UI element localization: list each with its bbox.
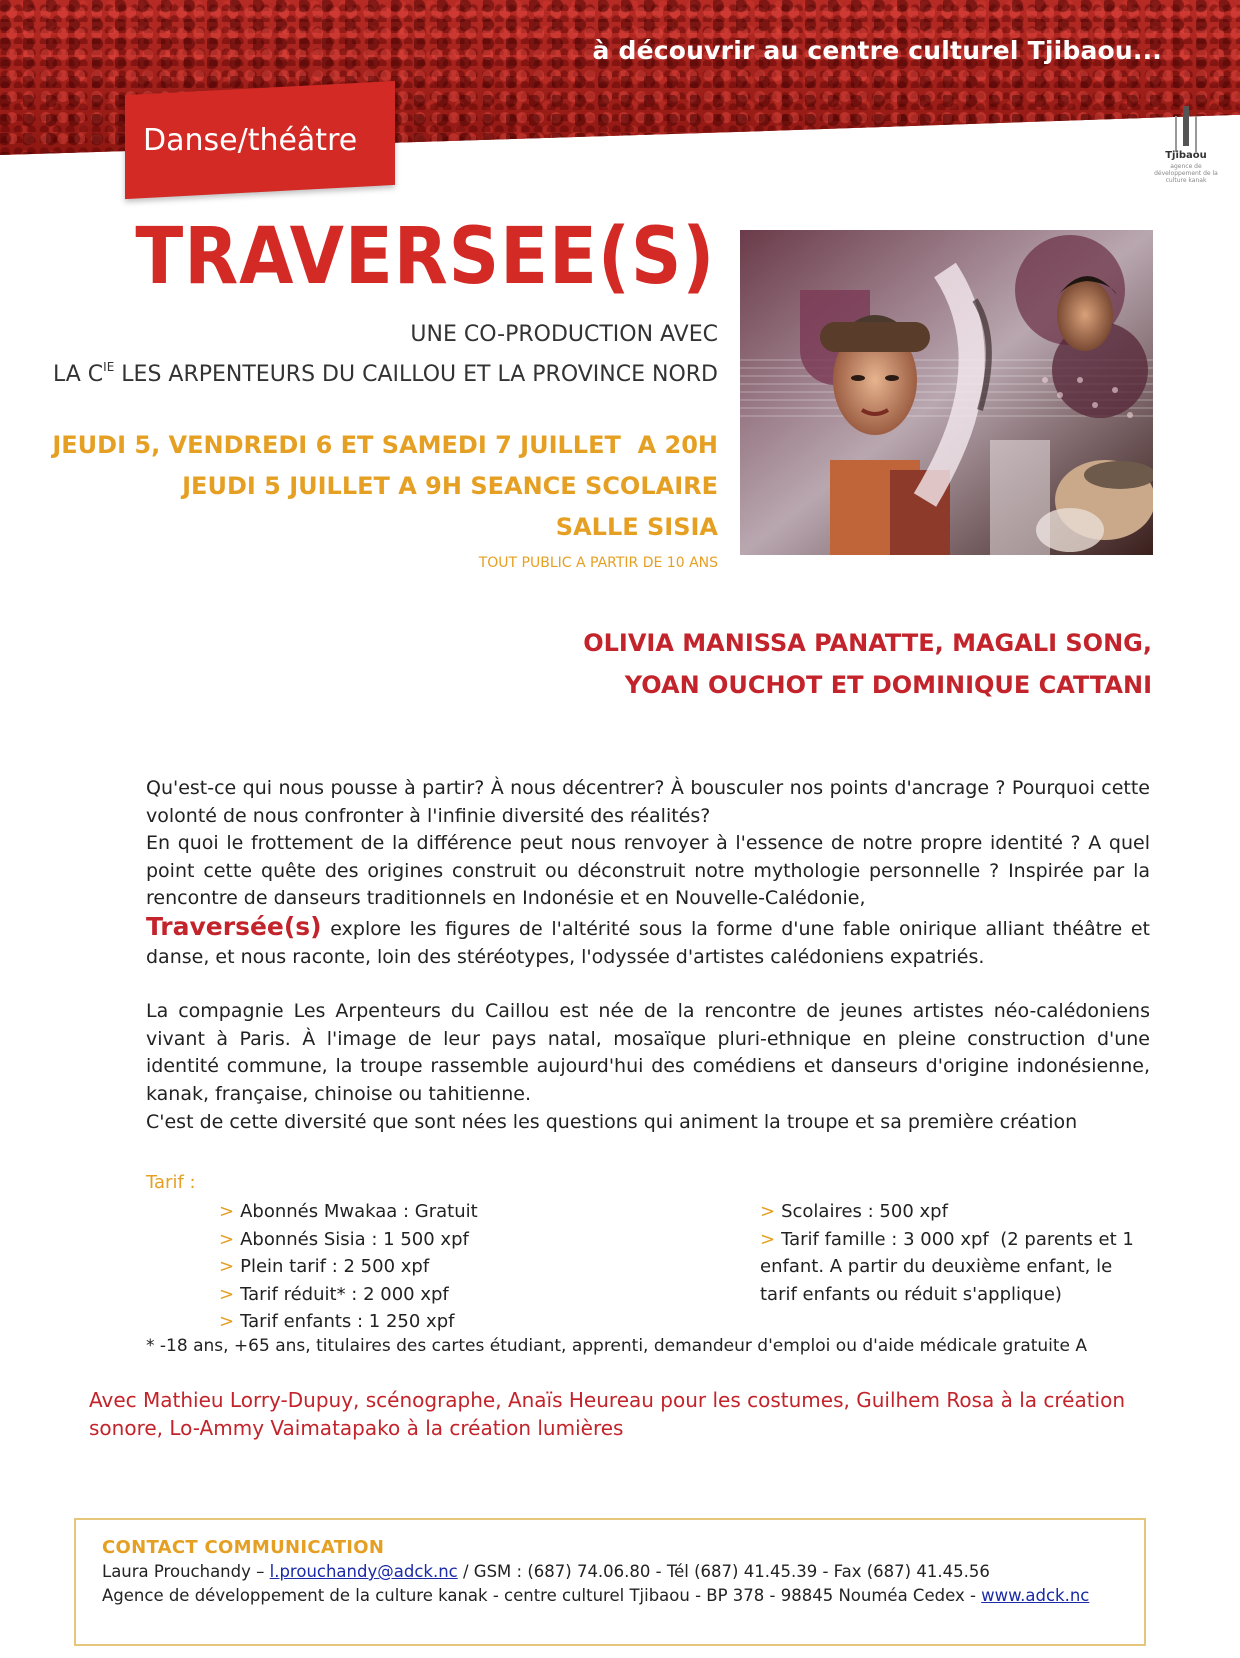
website-link[interactable]: www.adck.nc <box>981 1586 1090 1605</box>
tarif-footnote: * -18 ans, +65 ans, titulaires des cartes étudiant, apprenti, demandeur d'emploi ou d'aide médicale gratuite A <box>146 1336 1088 1356</box>
contact-box <box>74 1518 1146 1646</box>
tarif-label: Tarif : <box>146 1172 196 1193</box>
cast-line: YOAN OUCHOT ET DOMINIQUE CATTANI <box>624 671 1152 699</box>
logo-mark-icon <box>1183 106 1189 146</box>
event-title: TRAVERSEE(S) <box>135 212 715 302</box>
arrow-icon: > <box>219 1228 235 1250</box>
tjibaou-logo <box>1146 104 1226 196</box>
coprod-post: LES ARPENTEURS DU CAILLOU ET LA PROVINCE NORD <box>114 362 718 387</box>
tarif-text: Abonnés Sisia : 1 500 xpf <box>240 1228 469 1250</box>
inline-title: Traversée(s) <box>146 911 322 941</box>
tarif-list-right <box>760 1198 1140 1308</box>
date-line: JEUDI 5 JUILLET A 9H SEANCE SCOLAIRE <box>182 472 718 500</box>
contact-line-1 <box>102 1560 1118 1584</box>
event-dates <box>52 425 718 548</box>
arrow-icon: > <box>219 1201 235 1222</box>
contact-email-link[interactable]: l.prouchandy@adck.nc <box>269 1562 458 1581</box>
photo-collage <box>740 230 1153 555</box>
description-para-1 <box>146 830 1150 971</box>
tarif-item <box>219 1308 478 1336</box>
logo-subtitle: agence de développement de la culture kanak <box>1154 163 1218 184</box>
venue: SALLE SISIA <box>555 513 718 541</box>
coprod-pre: LA C <box>53 362 104 387</box>
tarif-item <box>219 1198 478 1226</box>
tarif-item <box>219 1281 478 1309</box>
logo-name: Tjibaou <box>1165 150 1207 161</box>
contact-address: Agence de développement de la culture kanak - centre culturel Tjibaou - BP 378 - 98845 Nouméa Cedex - <box>102 1586 982 1605</box>
description-para-1a: Qu'est-ce qui nous pousse à partir? À nous décentrer? À bousculer nos points d'ancrage ? Pourquoi cette volonté de nous confronter à l'infinie diversité des réalités? <box>146 777 1150 827</box>
description-para-1c: explore les figures de l'altérité sous la forme d'une fable onirique alliant théâtre et danse, et nous raconte, loin des stéréotypes, l'odyssée d'artistes calédoniens expatriés. <box>146 917 1150 968</box>
contact-heading: CONTACT COMMUNICATION <box>102 1537 385 1558</box>
tarif-item <box>760 1226 1140 1309</box>
arrow-icon: > <box>760 1228 776 1250</box>
contact-name: Laura Prouchandy – <box>102 1562 270 1581</box>
category-label <box>125 81 395 199</box>
event-photo <box>740 230 1153 555</box>
credits: Avec Mathieu Lorry-Dupuy, scénographe, Anaïs Heureau pour les costumes, Guilhem Rosa à la création sonore, Lo-Ammy Vaimatapako à la création lumières <box>89 1388 1126 1440</box>
audience-note: TOUT PUBLIC A PARTIR DE 10 ANS <box>478 555 718 571</box>
tarif-item <box>760 1198 1140 1226</box>
tarif-text: Tarif enfants : 1 250 xpf <box>240 1311 455 1333</box>
tarif-text: Scolaires : 500 xpf <box>781 1201 948 1222</box>
cast-line: OLIVIA MANISSA PANATTE, MAGALI SONG, <box>583 629 1152 657</box>
arrow-icon: > <box>760 1201 776 1222</box>
tarif-text: Tarif famille : 3 000 xpf (2 parents et 1 enfant. A partir du deuxième enfant, le tarif enfants ou réduit s'applique) <box>760 1228 1140 1305</box>
coproduction-line-1: UNE CO-PRODUCTION AVEC <box>410 322 718 347</box>
coproduction <box>53 318 718 391</box>
category-text: Danse/théâtre <box>142 122 358 158</box>
arrow-icon: > <box>219 1311 235 1333</box>
description <box>146 775 1150 1136</box>
date-line: JEUDI 5, VENDREDI 6 ET SAMEDI 7 JUILLET A 20H <box>52 431 718 459</box>
arrow-icon: > <box>219 1256 235 1278</box>
description-para-1b: En quoi le frottement de la différence peut nous renvoyer à l'essence de notre propre identité ? A quel point cette quête des origines construit ou déconstruit notre mythologie personnelle ? Inspirée par la rencontre de danseurs traditionnels en Indonésie et en Nouvelle-Calédonie, <box>146 832 1150 910</box>
arrow-icon: > <box>219 1283 235 1305</box>
tarif-text: Plein tarif : 2 500 xpf <box>240 1256 430 1278</box>
description-para-3: C'est de cette diversité que sont nées les questions qui animent la troupe et sa première création <box>146 1110 1078 1133</box>
tarif-item <box>219 1226 478 1254</box>
coprod-sup: IE <box>103 360 115 374</box>
tarif-list-left <box>219 1198 478 1336</box>
tarif-text: Tarif réduit* : 2 000 xpf <box>240 1283 449 1305</box>
contact-line-2 <box>102 1584 1118 1608</box>
tarif-item <box>219 1253 478 1281</box>
tarif-text: Abonnés Mwakaa : Gratuit <box>240 1201 478 1222</box>
cast-list <box>583 622 1152 706</box>
header-tagline: à découvrir au centre culturel Tjibaou... <box>592 36 1162 65</box>
contact-phones: / GSM : (687) 74.06.80 - Tél (687) 41.45.39 - Fax (687) 41.45.56 <box>457 1562 990 1581</box>
description-para-2: La compagnie Les Arpenteurs du Caillou est née de la rencontre de jeunes artistes néo-calédoniens vivant à Paris. À l'image de leur pays natal, mosaïque pluri-ethnique en pleine construction d'une identité commune, la troupe rassemble aujourd'hui des comédiens et danseurs d'origine indonésienne, kanak, française, chinoise ou tahitienne. <box>146 1000 1150 1105</box>
coproduction-line-2 <box>53 351 718 391</box>
